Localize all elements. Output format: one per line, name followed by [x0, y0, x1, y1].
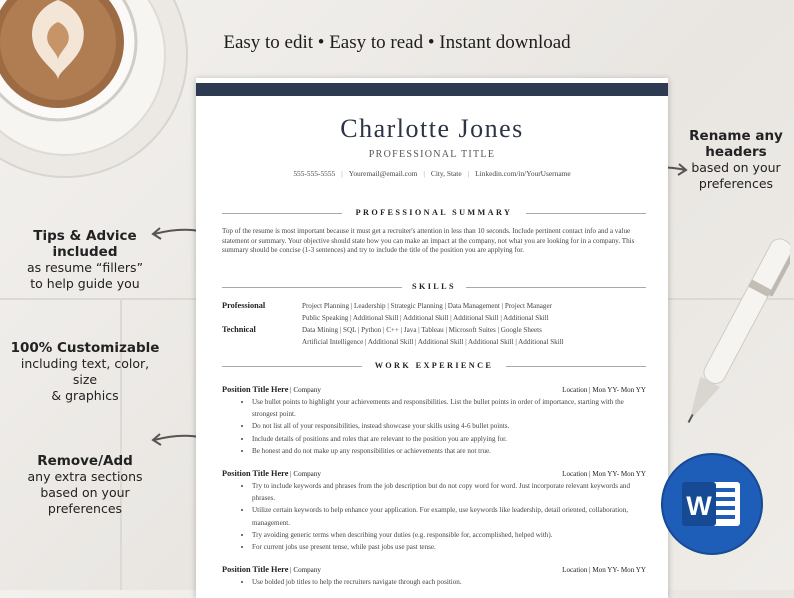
summary-text: Top of the resume is most important because it must get a recruiter's attention in less than 10 seconds. Include pertinent contact info and a value statement or summary. Your objective should state how you can make an impact at the company, not what you are looking for in a company. This summary should be concise (1-3 sentences) and try to include the title of the position you are applying for.: [222, 227, 635, 255]
skill-items: Data Mining | SQL | Python | C++ | Java | Tableau | Microsoft Suites | Google Sheets: [302, 326, 542, 334]
job-meta: Location | Mon YY- Mon YY: [562, 470, 646, 478]
side-note-remove-add: [10, 453, 160, 517]
side-note-heading: 100% Customizable: [10, 340, 160, 356]
job-entry: Position Title Here | Company Location | Mon YY- Mon YY • Use bullet points to highlight your achievements and responsibilities. List the bullet points in order of importance, starting with the strongest point. • Do not list all of your responsibilities, instead showcase your skills using 4-6 bullet points. • Include details of positions and roles that are relevant to the position you are applying for. • Be honest and do not make up any responsibilities or achievements that are not true.: [222, 384, 646, 457]
skill-label: Professional: [222, 301, 266, 310]
side-note-heading: Tips & Advice included: [33, 228, 137, 260]
email: Youremail@email.com: [348, 169, 418, 178]
job-position: Position Title Here: [222, 385, 289, 394]
side-note-line: based on your: [40, 485, 130, 500]
skills-heading: [222, 282, 646, 292]
skill-label: Technical: [222, 325, 256, 334]
pen-image: [680, 220, 790, 450]
job-bullet: • Include details of positions and roles that are relevant to the position you are applying for.: [252, 433, 646, 445]
side-note-heading: Remove/Add: [37, 453, 133, 469]
job-meta: Location | Mon YY- Mon YY: [562, 566, 646, 574]
word-logo-icon: [660, 452, 764, 556]
side-note-line: including text, color, size: [20, 356, 150, 387]
section-title: WORK EXPERIENCE: [374, 361, 494, 370]
side-note-rename: [686, 128, 786, 192]
side-note-heading: Rename any headers: [689, 128, 783, 160]
job-bullet: • Try avoiding generic terms when describing your duties (e.g. responsible for, accomplished, helped with).: [252, 529, 646, 541]
side-note-tips: [10, 228, 160, 292]
side-note-line: to help guide you: [30, 276, 140, 291]
side-note-customizable: [10, 340, 160, 404]
location: City, State: [430, 169, 462, 178]
header-bar: [196, 83, 668, 96]
job-position: Position Title Here: [222, 469, 289, 478]
job-entry: Position Title Here | Company Location | Mon YY- Mon YY • Try to include keywords and phrases from the job description but do not copy word for word. Just incorporate relevant keywords and phrases. • Utilize certain keywords to help enhance your application. For example, use keywords like leadership, detail oriented, collaboration, management. • Try avoiding generic terms when describing your duties (e.g. responsible for, accomplished, helped with). • For current jobs use present tense, while past jobs use past tense.: [222, 468, 646, 553]
linkedin: Linkedin.com/in/YourUsername: [475, 169, 571, 178]
side-note-line: as resume “fillers”: [26, 260, 144, 275]
resume-page: [196, 78, 668, 598]
summary-heading: [222, 208, 646, 218]
job-meta: Location | Mon YY- Mon YY: [562, 386, 646, 394]
tagline: Easy to edit • Easy to read • Instant download: [223, 32, 571, 53]
coffee-cup-image: [0, 0, 190, 180]
job-bullet: • Use bolded job titles to help the recruiters navigate through each position.: [252, 576, 646, 588]
side-note-line: based on your: [691, 160, 781, 175]
section-title: PROFESSIONAL SUMMARY: [355, 208, 513, 217]
tile-line: [0, 298, 196, 300]
job-bullet: • Do not list all of your responsibilities, instead showcase your skills using 4-6 bullet points.: [252, 420, 646, 432]
phone: 555-555-5555: [293, 169, 336, 178]
job-position: Position Title Here: [222, 565, 289, 574]
job-company: Company: [293, 470, 321, 478]
resume-name: Charlotte Jones: [340, 114, 524, 143]
job-bullet: • Be honest and do not make up any responsibilities or achievements that are not true.: [252, 445, 646, 457]
work-heading: [222, 361, 646, 371]
side-note-line: preferences: [47, 501, 123, 516]
job-company: Company: [293, 386, 321, 394]
skill-row: [222, 324, 646, 348]
job-bullet: • Utilize certain keywords to help enhance your application. For example, use keywords like leadership, detail oriented, collaboration, management.: [252, 504, 646, 528]
resume-title: PROFESSIONAL TITLE: [368, 149, 496, 160]
job-company: Company: [293, 566, 321, 574]
side-note-line: any extra sections: [27, 469, 143, 484]
contact-line: 555-555-5555 | Youremail@email.com | City, State | Linkedin.com/in/YourUsername: [293, 169, 571, 178]
skill-items: Public Speaking | Additional Skill | Additional Skill | Additional Skill | Additional Skill: [302, 314, 549, 322]
section-title: SKILLS: [412, 282, 456, 291]
skill-items: Artificial Intelligence | Additional Skill | Additional Skill | Additional Skill | Additional Skill: [302, 338, 564, 346]
job-bullet: • Try to include keywords and phrases from the job description but do not copy word for word. Just incorporate relevant keywords and phrases.: [252, 480, 646, 504]
job-bullet: • For current jobs use present tense, while past jobs use past tense.: [252, 541, 646, 553]
skills-block: [222, 300, 646, 348]
job-entry: Position Title Here | Company Location | Mon YY- Mon YY • Use bolded job titles to help the recruiters navigate through each position.: [222, 564, 646, 588]
word-logo-letter: W: [686, 491, 712, 521]
side-note-line: preferences: [698, 176, 774, 191]
skill-items: Project Planning | Leadership | Strategic Planning | Data Management | Project Manager: [302, 302, 552, 310]
side-note-line: & graphics: [51, 388, 119, 403]
job-bullet: • Use bullet points to highlight your achievements and responsibilities. List the bullet points in order of importance, starting with the strongest point.: [252, 396, 646, 420]
skill-row: [222, 300, 646, 324]
